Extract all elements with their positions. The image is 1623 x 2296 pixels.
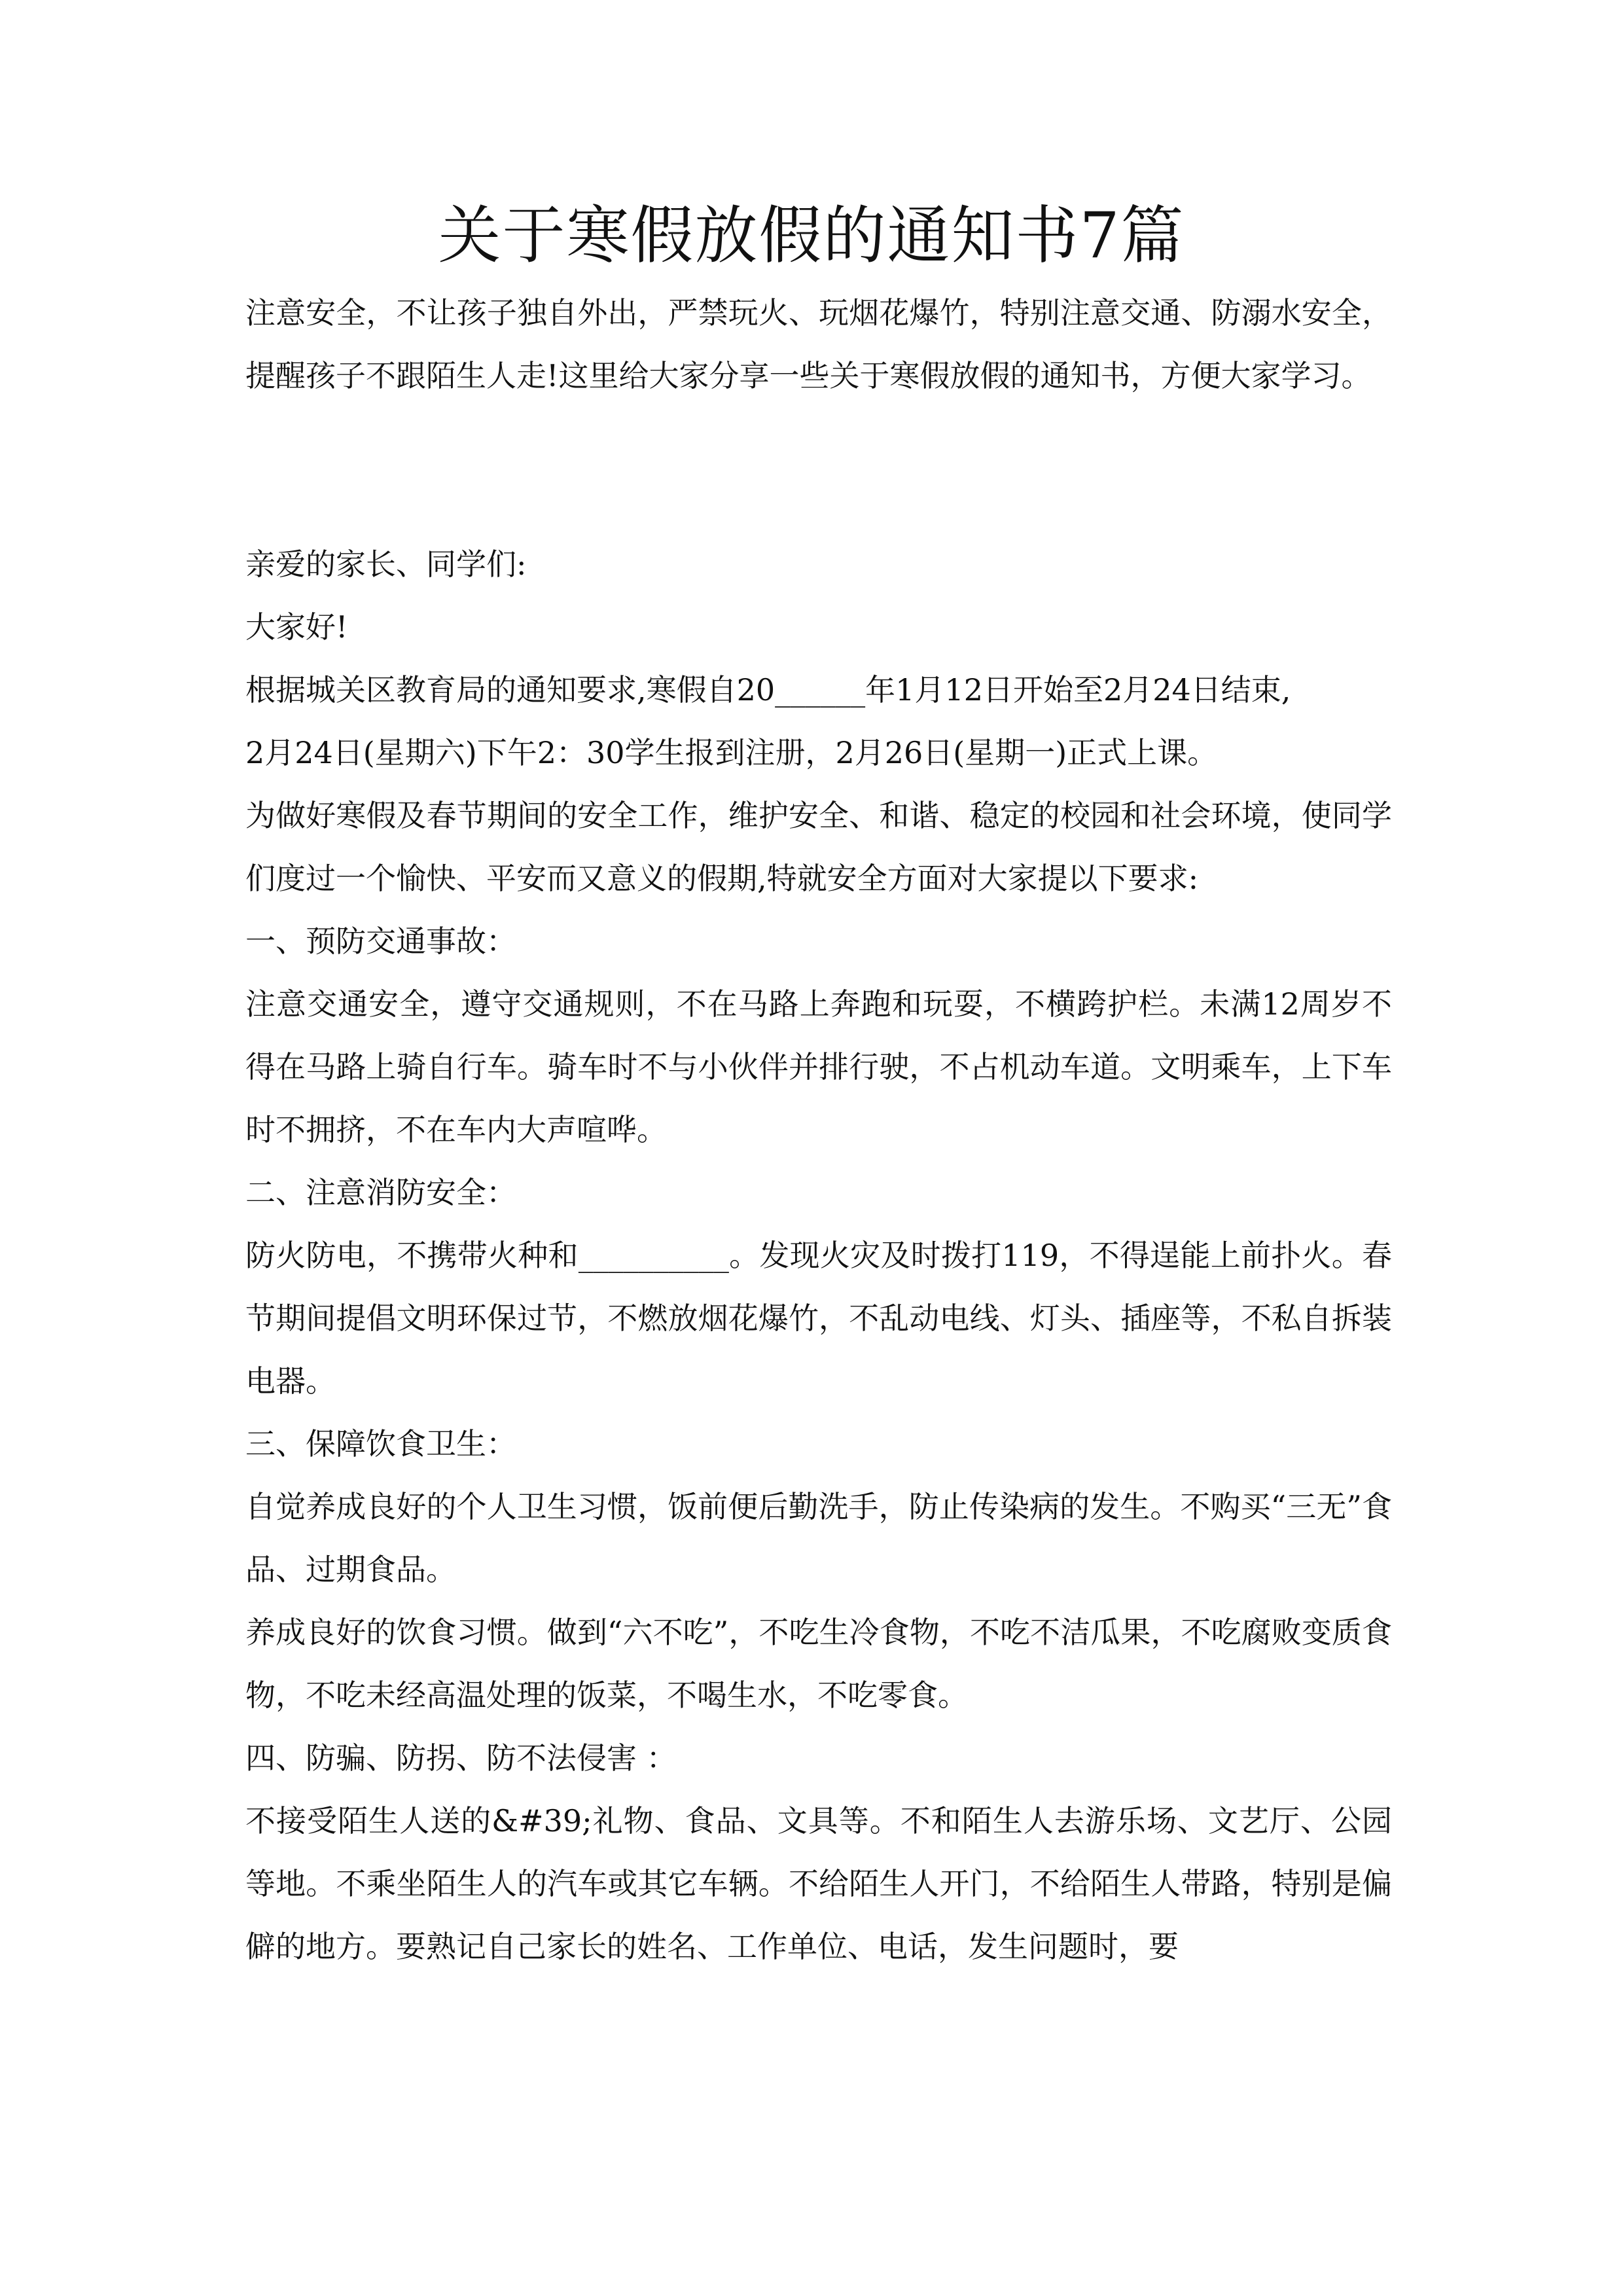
safety-intro-paragraph: 为做好寒假及春节期间的安全工作，维护安全、和谐、稳定的校园和社会环境，使同学们度过一个愉快、平安而又意义的假期,特就安全方面对大家提以下要求: xyxy=(245,798,1392,896)
diet-paragraph: 养成良好的饮食习惯。做到“六不吃”，不吃生冷食物，不吃不洁瓜果，不吃腐败变质食物，不吃未经高温处理的饭菜，不喝生水，不吃零食。 xyxy=(245,1615,1392,1713)
section-heading-traffic: 一、预防交通事故： xyxy=(245,924,516,959)
fire-paragraph: 防火防电，不携带火种和__________。发现火灾及时拨打119，不得逞能上前扑火。春节期间提倡文明环保过节，不燃放烟花爆竹，不乱动电线、灯头、插座等，不私自拆装电器。 xyxy=(245,1238,1392,1399)
paragraph-spacer xyxy=(245,407,1392,533)
hygiene-paragraph: 自觉养成良好的个人卫生习惯，饭前便后勤洗手，防止传染病的发生。不购买“三无”食品、过期食品。 xyxy=(245,1489,1392,1587)
section-heading-fire: 二、注意消防安全： xyxy=(245,1175,516,1210)
fraud-paragraph: 不接受陌生人送的&#39;礼物、食品、文具等。不和陌生人去游乐场、文艺厅、公园等地。不乘坐陌生人的汽车或其它车辆。不给陌生人开门，不给陌生人带路，特别是偏僻的地方。要熟记自己家长的姓名、工作单位、电话，发生问题时，要 xyxy=(245,1803,1392,1964)
registration-paragraph: 2月24日(星期六)下午2：30学生报到注册，2月26日(星期一)正式上课。 xyxy=(245,735,1218,770)
section-heading-food: 三、保障饮食卫生： xyxy=(245,1426,516,1462)
document-body xyxy=(245,281,1392,1978)
traffic-paragraph: 注意交通安全，遵守交通规则，不在马路上奔跑和玩耍，不横跨护栏。未满12周岁不得在马路上骑自行车。骑车时不与小伙伴并排行驶，不占机动车道。文明乘车，上下车时不拥挤，不在车内大声喧哗。 xyxy=(245,986,1392,1147)
intro-paragraph: 注意安全，不让孩子独自外出，严禁玩火、玩烟花爆竹，特别注意交通、防溺水安全，提醒孩子不跟陌生人走!这里给大家分享一些关于寒假放假的通知书，方便大家学习。 xyxy=(245,295,1392,393)
section-heading-fraud: 四、防骗、防拐、防不法侵害 ： xyxy=(245,1740,677,1776)
document-title: 关于寒假放假的通知书7篇 xyxy=(438,199,1185,272)
hello-line: 大家好! xyxy=(245,609,348,645)
greeting-line: 亲爱的家长、同学们: xyxy=(245,547,527,582)
schedule-paragraph: 根据城关区教育局的通知要求,寒假自20______年1月12日开始至2月24日结束, xyxy=(245,672,1291,708)
